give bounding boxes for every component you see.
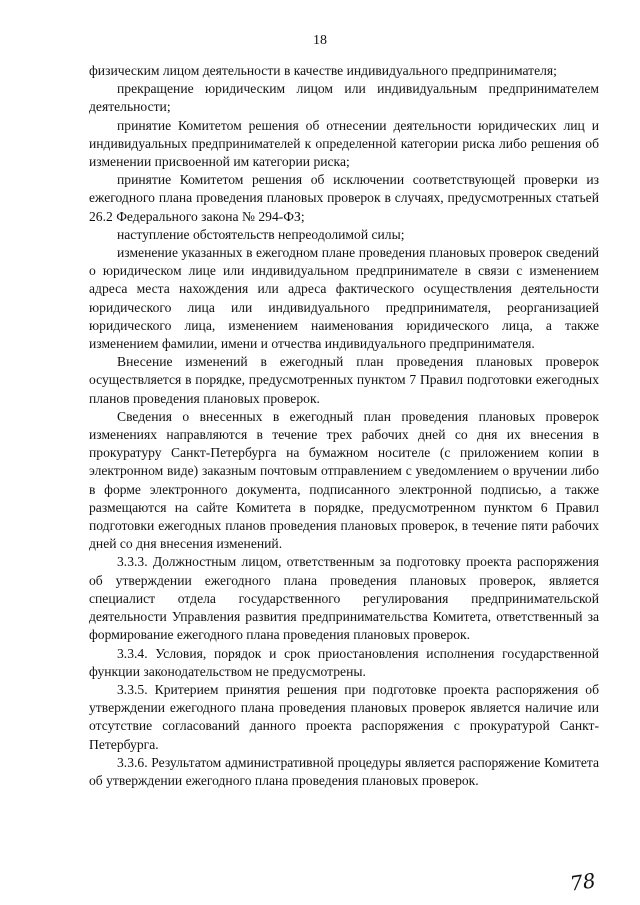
page-number: 18 bbox=[313, 33, 327, 48]
paragraph: принятие Комитетом решения об отнесении деятельности юридических лиц и индивидуальных предпринимателей к определенной категории риска либо решения об изменении присвоенной им категории риска; bbox=[89, 117, 599, 170]
paragraph: 3.3.4. Условия, порядок и срок приостановления исполнения государственной функции законодательством не предусмотрены. bbox=[89, 645, 599, 679]
paragraph: 3.3.3. Должностным лицом, ответственным за подготовку проекта распоряжения об утверждении ежегодного плана проведения плановых проверок, является специалист отдела государственного регулирования предпринимательской деятельности Управления развития предпринимательства Комитета, ответственный за формирование ежегодного плана проведения плановых проверок. bbox=[89, 554, 599, 643]
paragraph: изменение указанных в ежегодном плане проведения плановых проверок сведений о юридическом лице или индивидуальном предпринимателе в связи с изменением адреса места нахождения или адреса фактического осуществления деятельности юридического лица или индивидуального предпринимателя, реорганизацией юридического лица, изменением наименования юридического лица, а также изменением фамилии, имени и отчества индивидуального предпринимателя. bbox=[89, 245, 599, 352]
paragraph: Внесение изменений в ежегодный план проведения плановых проверок осуществляется в порядке, предусмотренных пунктом 7 Правил подготовки ежегодных планов проведения плановых проверок. bbox=[89, 354, 599, 406]
handwritten-page-mark: 78 bbox=[568, 868, 597, 896]
paragraph: 3.3.5. Критерием принятия решения при подготовке проекта распоряжения об утверждении ежегодного плана проведения плановых проверок является наличие или отсутствие согласований данного проекта распоряжения с прокуратурой Санкт-Петербурга. bbox=[89, 681, 599, 752]
paragraph: 3.3.6. Результатом административной процедуры является распоряжение Комитета об утверждении ежегодного плана проведения плановых проверок. bbox=[89, 754, 599, 788]
paragraph: Сведения о внесенных в ежегодный план проведения плановых проверок изменениях направляются в течение трех рабочих дней со дня их внесения в прокуратуру Санкт-Петербурга на бумажном носителе (с приложением копии в электронном виде) заказным почтовым отправлением с уведомлением о вручении либо в форме электронного документа, подписанного электронной подписью, а также размещаются на сайте Комитета в порядке, предусмотренном пунктом 6 Правил подготовки ежегодных планов проведения плановых проверок, в течение пяти рабочих дней со дня внесения изменений. bbox=[89, 408, 599, 552]
paragraph: прекращение юридическим лицом или индивидуальным предпринимателем деятельности; bbox=[89, 81, 599, 115]
document-body bbox=[89, 62, 599, 790]
paragraph: принятие Комитетом решения об исключении соответствующей проверки из ежегодного плана проведения плановых проверок в случаях, предусмотренных статьей 26.2 Федерального закона № 294-ФЗ; bbox=[89, 172, 599, 224]
paragraph: физическим лицом деятельности в качестве индивидуального предпринимателя; bbox=[89, 63, 557, 78]
paragraph: наступление обстоятельств непреодолимой силы; bbox=[117, 226, 405, 242]
